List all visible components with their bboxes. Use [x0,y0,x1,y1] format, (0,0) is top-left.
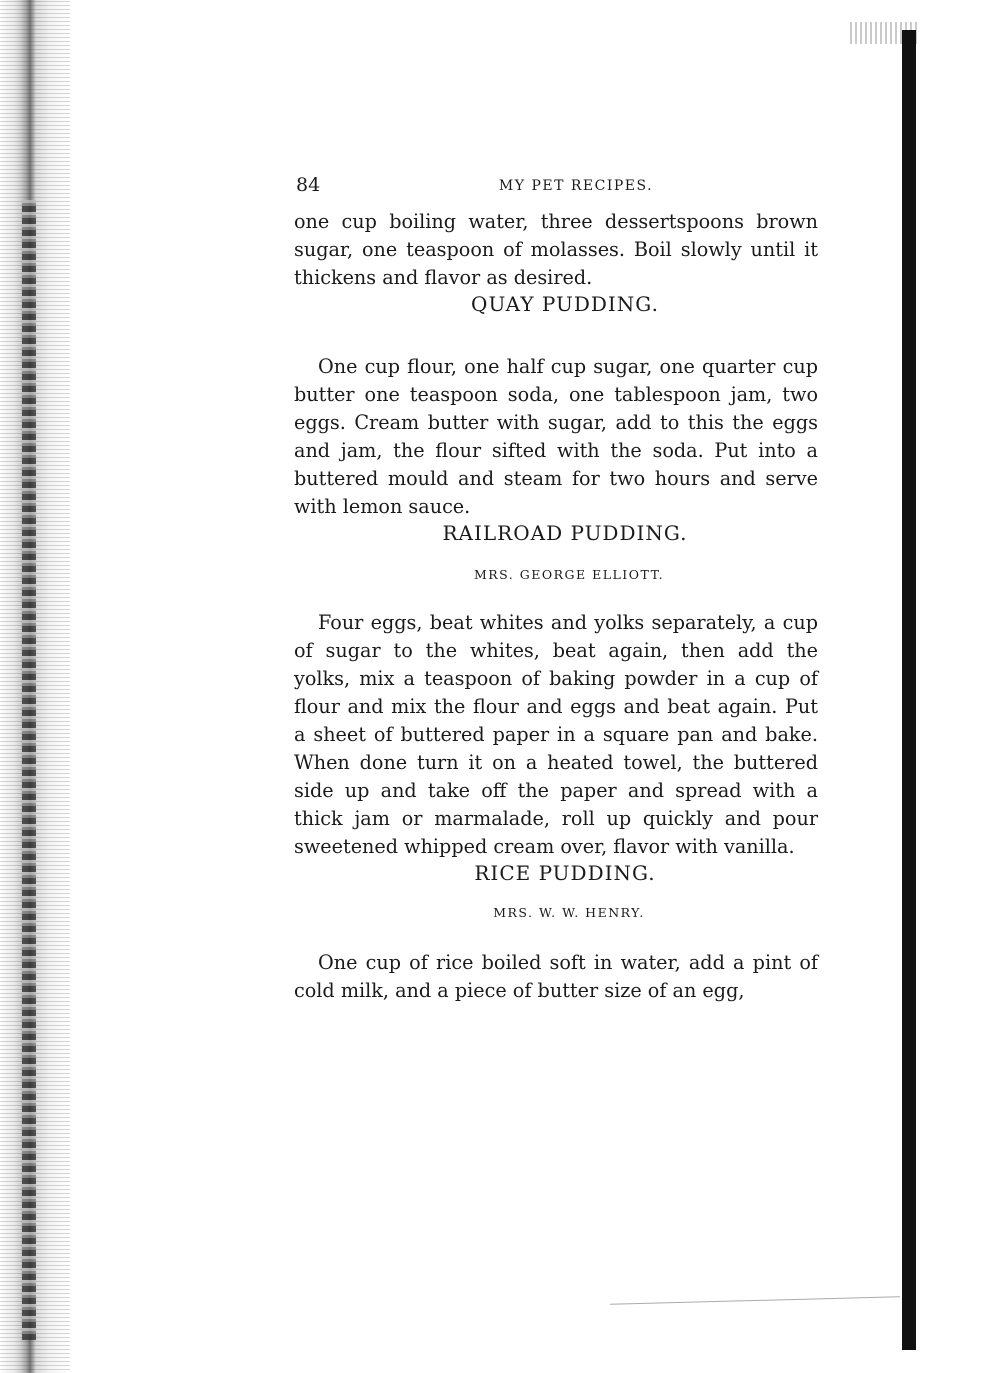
recipe-author-railroad-pudding: MRS. GEORGE ELLIOTT. [473,567,665,582]
recipe-body-rice-pudding: One cup of rice boiled soft in water, add a pint of cold milk, and a piece of butter size of an egg, [294,951,818,1002]
recipe-body-railroad-pudding: Four eggs, beat whites and yolks separately, a cup of sugar to the whites, beat again, then add the yolks, mix a teaspoon of baking powder in a cup of flour and mix the flour and eggs and beat again. Put a sheet of buttered paper in a square pan and bake. When done turn it on a heated towel, the buttered side up and take off the paper and spread with a thick jam or marmalade, roll up quickly and pour sweetened whipped cream over, flavor with vanilla. [294,611,818,858]
page-number: 84 [296,174,321,196]
running-title: MY PET RECIPES. [498,178,654,194]
scan-binding-shadow [22,200,36,1340]
recipe-title-quay-pudding: QUAY PUDDING. [471,292,659,316]
book-page [294,168,818,1005]
running-head [294,168,818,208]
page-edge-bar [902,30,916,1350]
continuation-paragraph: one cup boiling water, three dessertspoons brown sugar, one teaspoon of molasses. Boil slowly until it thickens and flavor as desired. [294,210,818,289]
recipe-author-rice-pudding: MRS. W. W. HENRY. [493,905,645,920]
recipe-title-railroad-pudding: RAILROAD PUDDING. [442,521,688,545]
spacer [294,326,818,353]
recipe-body-quay-pudding: One cup flour, one half cup sugar, one quarter cup butter one teaspoon soda, one tablespoon jam, two eggs. Cream butter with sugar, add to this the eggs and jam, the flour sifted with the soda. Put into a buttered mould and steam for two hours and serve with lemon sauce. [294,355,818,518]
scan-artifact-line [610,1296,900,1305]
recipe-title-rice-pudding: RICE PUDDING. [474,861,656,885]
